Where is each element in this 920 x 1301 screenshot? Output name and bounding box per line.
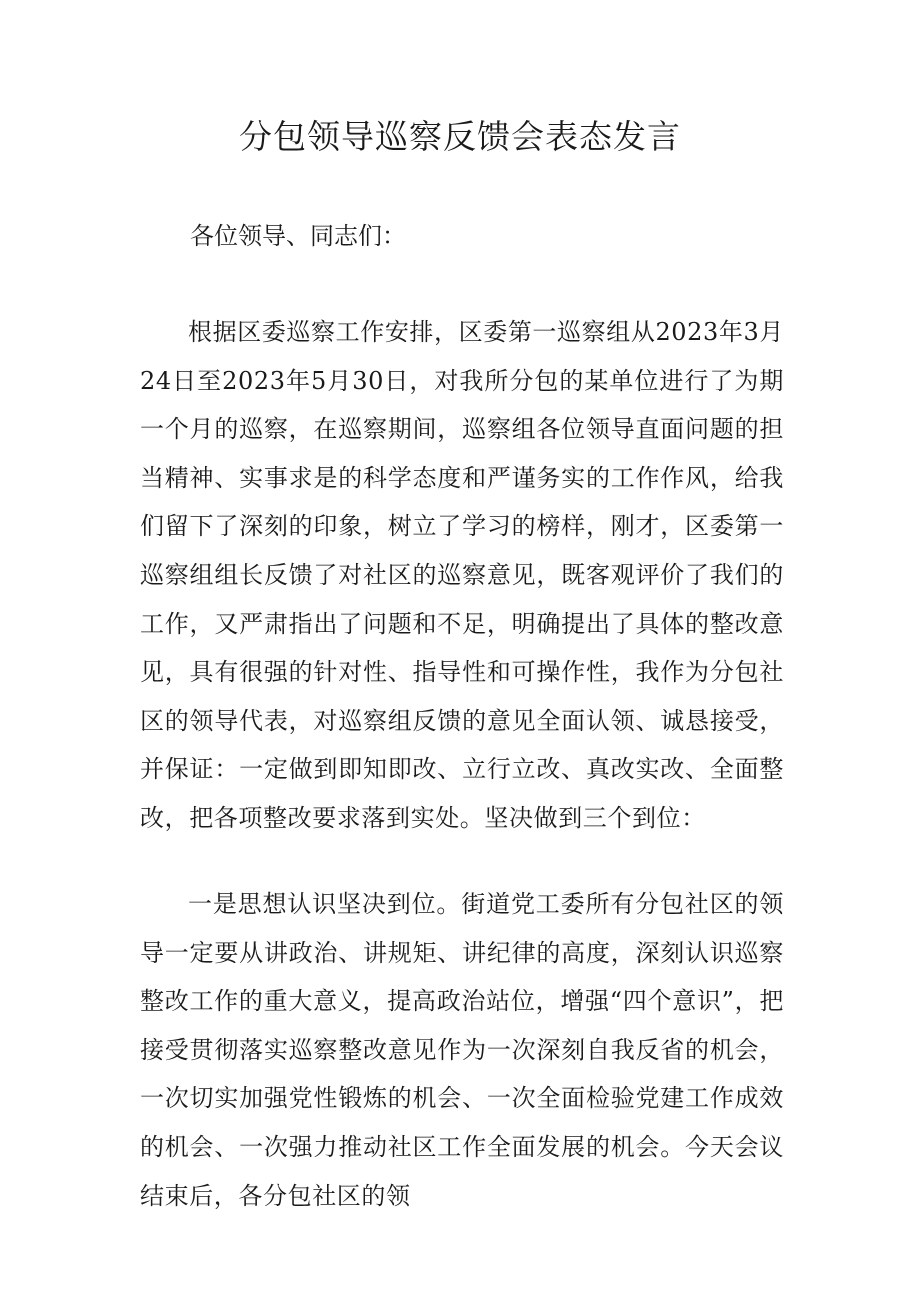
paragraph-point-one: 一是思想认识坚决到位。街道党工委所有分包社区的领导一定要从讲政治、讲规矩、讲纪律的高度，深刻认识巡察整改工作的重大意义，提高政治站位，增强“四个意识”，把接受贯彻落实巡察整改意见作为一次深刻自我反省的机会，一次切实加强党性锻炼的机会、一次全面检验党建工作成效的机会、一次强力推动社区工作全面发展的机会。今天会议结束后，各分包社区的领 [140,890,784,1210]
paragraph-intro: 根据区委巡察工作安排，区委第一巡察组从2023年3月24日至2023年5月30日，对我所分包的某单位进行了为期一个月的巡察，在巡察期间，巡察组各位领导直面问题的担当精神、实事求是的科学态度和严谨务实的工作作风，给我们留下了深刻的印象，树立了学习的榜样，刚才，区委第一巡察组组长反馈了对社区的巡察意见，既客观评价了我们的工作，又严肃指出了问题和不足，明确提出了具体的整改意见，具有很强的针对性、指导性和可操作性，我作为分包社区的领导代表，对巡察组反馈的意见全面认领、诚恳接受，并保证：一定做到即知即改、立行立改、真改实改、全面整改，把各项整改要求落到实处。坚决做到三个到位： [140,318,784,832]
document-title: 分包领导巡察反馈会表态发言 [239,117,681,156]
salutation: 各位领导、同志们： [190,222,406,250]
